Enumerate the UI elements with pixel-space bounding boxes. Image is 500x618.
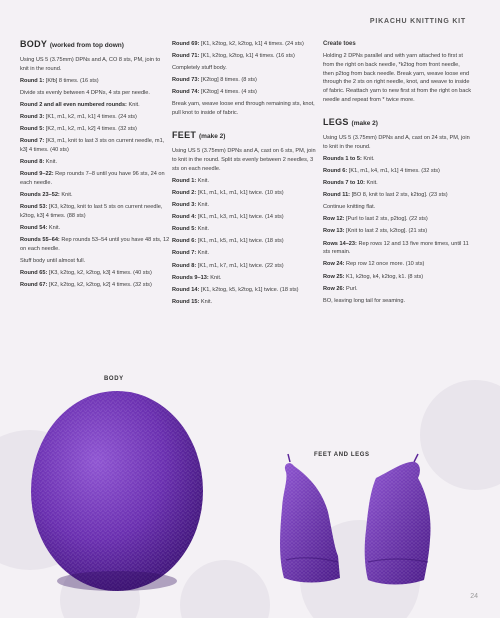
body-row [20,203,170,221]
legs-title: LEGS [323,117,349,128]
legs-intro: Using US 5 (3.75mm) DPNs and A, cast on 24 sts, PM, join to knit in the round. [323,134,470,150]
body-row-label: Round 7: [20,138,45,145]
feet-intro: Using US 5 (3.75mm) DPNs and A, cast on 6 sts, PM, join to knit in the round. Split sts evenly between 2 needles, 3 sts on each needle. [172,148,316,172]
legs-row-label: Round 6: [323,167,348,174]
legs-row [323,203,471,212]
feet-row-label: Round 2: [172,189,197,196]
body-cont-row [172,52,317,61]
legs-row-text: Purl. [344,285,358,292]
feet-row-label: Round 14: [172,286,200,293]
legs-row-label: Row 25: [323,273,345,280]
body-row-text: [Kfb] 8 times. (16 sts) [44,77,99,84]
body-row-text: [K2, k2tog, k2, k2tog, k2] 4 times. (32 sts) [47,282,152,289]
column-1 [20,40,170,293]
body-row [20,170,170,188]
page-number: 24 [470,593,478,600]
feet-row-label: Round 3: [172,202,197,209]
body-cont-row-text: [K2tog] 8 times. (8 sts) [199,77,257,84]
feet-row-text: Knit. [199,298,213,305]
body-row-text: [K3, k2tog, knit to last 5 sts on current needle, k2tog, k3] 4 times. (88 sts) [20,204,163,219]
body-cont-row-text: [K1, k2tog, k2tog, k1] 4 times. (16 sts) [199,53,295,60]
body-cont-row-text: Break yarn, weave loose end through remaining sts, knot, pull knot to inside of fabric. [172,101,315,117]
body-cont-row-text: Completely stuff body. [172,65,227,72]
feet-row-label: Round 15: [172,298,200,305]
feet-legs-photo-caption: FEET AND LEGS [314,452,370,458]
body-row [20,89,170,98]
body-photo-caption: BODY [104,376,124,382]
body-row [20,137,170,155]
feet-row-text: [K1, m1, k1, m1, k1] twice. (10 sts) [196,189,284,196]
body-row-text: [K2, m1, k2, m1, k2] 4 times. (32 sts) [44,126,137,133]
body-title: BODY [20,39,48,49]
toes-text: Holding 2 DPNs parallel and with yarn attached to first st from the right on back needle, *k2tog from front needle, then p2tog from back needle. Break yarn, weave loose end through the 2 sts on right needle, knot, and weave to inside of fabric. Reattach yarn to new first st from the right on back needle and repeat from * twice more. [323,53,471,104]
feet-row [172,237,317,246]
legs-row-text: [Knit to last 2 sts, k2tog]. (21 sts) [344,228,428,235]
feet-row-text: Knit. [196,226,209,233]
feet-row-text: [K1, m1, k3, m1, k1] twice. (14 sts) [196,214,284,221]
body-row [20,281,170,290]
body-cont-row [172,76,317,85]
legs-row [323,273,471,282]
body-row [20,191,170,200]
body-cont-row [172,40,317,49]
feet-row [172,225,317,234]
body-section-title [20,40,170,51]
legs-section-title [323,118,471,129]
column-3 [323,40,471,309]
feet-row [172,201,317,210]
legs-row-text: [BO 8, knit to last 2 sts, k2tog]. (23 sts) [350,192,448,199]
body-row-label: Round 8: [20,159,45,166]
body-cont-row-text: [K2tog] 4 times. (4 sts) [199,89,257,96]
body-row-text: Knit. [59,192,73,199]
legs-row [323,167,471,176]
body-cont-rows [172,40,317,118]
body-row [20,101,170,110]
feet-rows [172,177,317,307]
body-row [20,257,170,266]
legs-row [323,260,471,269]
body-row [20,158,170,167]
right-leg-piece [365,454,431,585]
page-header: PIKACHU KNITTING KIT [369,18,466,25]
knitted-feet-legs-image [272,460,442,590]
feet-row-text: Knit. [196,177,209,184]
legs-row-label: Row 24: [323,261,345,268]
feet-row [172,249,317,258]
legs-subtitle: (make 2) [351,120,378,128]
body-cont-row [172,100,317,118]
legs-row-label: Rounds 7 to 10: [323,180,365,187]
feet-row-text: [K1, m1, k5, m1, k1] twice. (18 sts) [196,238,284,245]
body-row-text: Knit. [47,225,61,232]
legs-row-label: Round 11: [323,192,351,199]
body-row [20,125,170,134]
body-row-text: Rep rounds 53–54 until you have 48 sts, 12 on each needle. [20,237,170,252]
feet-row-text: [K1, m1, k7, m1, k1] twice. (22 sts) [196,262,284,269]
body-row-label: Round 67: [20,282,48,289]
body-row-label: Round 9–22: [20,171,54,178]
feet-row-text: Knit. [208,274,222,281]
legs-row-label: Row 13: [323,228,345,235]
feet-row [172,286,317,295]
legs-row [323,215,471,224]
legs-row [323,297,471,306]
feet-row [172,262,317,271]
body-row [20,77,170,86]
left-leg-piece [280,454,340,583]
feet-row [172,274,317,283]
body-cont-row-label: Round 74: [172,89,200,96]
legs-row [323,240,471,258]
body-row-label: Rounds 55–64: [20,237,60,244]
feet-section-title [172,131,317,142]
body-row-text: [K3, k2tog, k2, k2tog, k3] 4 times. (40 sts) [47,270,152,277]
body-row-label: Round 3: [20,113,45,120]
legs-rows [323,155,471,306]
body-row [20,224,170,233]
body-row-label: Round 2 and all even numbered rounds: [20,101,127,108]
body-row [20,269,170,278]
column-2 [172,40,317,310]
body-row-text: Knit. [126,101,140,108]
body-cont-row-text: [K1, k2tog, k2, k2tog, k1] 4 times. (24 sts) [199,41,304,47]
body-subtitle: (worked from top down) [49,42,124,49]
legs-row-text: [Purl to last 2 sts, p2tog]. (22 sts) [344,216,428,223]
legs-row-text: [K1, m1, k4, m1, k1] 4 times. (32 sts) [347,167,440,174]
feet-row-label: Round 8: [172,262,197,269]
body-row-label: Round 65: [20,270,48,277]
body-rows [20,77,170,290]
feet-row [172,213,317,222]
body-cont-row [172,64,317,73]
body-row-text: [K1, m1, k2, m1, k1] 4 times. (24 sts) [44,113,137,120]
body-row-label: Round 54: [20,225,48,232]
body-row-text: Rep rounds 7–8 until you have 96 sts, 24 on each needle. [20,171,165,186]
legs-row-label: Row 26: [323,285,345,292]
feet-row [172,177,317,186]
legs-row [323,191,471,200]
knitted-body-image [28,388,206,594]
body-row-text: [K3, m1, knit to last 3 sts on current needle, m1, k3] 4 times. (40 sts) [20,138,165,153]
body-cont-row [172,88,317,97]
body-row-label: Round 5: [20,126,45,133]
legs-row [323,227,471,236]
legs-row [323,285,471,294]
legs-row-text: Knit. [361,155,375,162]
body-row-label: Rounds 23–52: [20,192,60,199]
legs-row-text: Knit. [364,180,378,187]
body-intro: Using US 5 (3.75mm) DPNs and A, CO 8 sts, PM, join to knit in the round. [20,56,161,72]
legs-row [323,155,471,164]
feet-title: FEET [172,130,197,141]
feet-row-label: Round 1: [172,177,197,184]
feet-subtitle: (make 2) [199,133,226,141]
body-cont-row-label: Round 69: [172,41,200,47]
toes-title: Create toes [323,41,356,47]
legs-row-label: Row 12: [323,216,345,223]
legs-row-label: Rounds 1 to 5: [323,155,362,162]
body-row-text: Divide sts evenly between 4 DPNs, 4 sts per needle. [20,89,150,96]
body-cont-row-label: Round 73: [172,77,200,84]
body-row-label: Round 53: [20,204,48,211]
legs-row-text: BO, leaving long tail for seaming. [323,297,406,304]
body-cont-row-label: Round 71: [172,53,200,60]
body-row-label: Round 1: [20,77,45,84]
body-row [20,236,170,254]
feet-row-label: Round 5: [172,226,197,233]
legs-row-label: Rows 14–23: [323,240,357,247]
legs-row-text: K1, k2tog, k4, k2tog, k1. (8 sts) [344,273,424,280]
legs-row-text: Continue knitting flat. [323,204,376,211]
body-row-text: Knit. [44,159,57,166]
legs-row [323,179,471,188]
feet-row-text: Knit. [196,202,209,209]
feet-row-text: [K1, k2tog, k5, k2tog, k1] twice. (18 sts) [199,286,299,293]
feet-row-label: Round 6: [172,238,197,245]
legs-row-text: Rep row 12 once more. (10 sts) [344,261,425,268]
legs-row-text: Rep rows 12 and 13 five more times, until 11 sts remain. [323,240,469,256]
feet-row-label: Rounds 9–13: [172,274,209,281]
feet-row [172,189,317,198]
feet-row [172,298,317,307]
body-row-text: Stuff body until almost full. [20,258,86,264]
feet-row-text: Knit. [196,250,209,257]
feet-row-label: Round 4: [172,214,197,221]
feet-row-label: Round 7: [172,250,197,257]
body-row [20,113,170,122]
